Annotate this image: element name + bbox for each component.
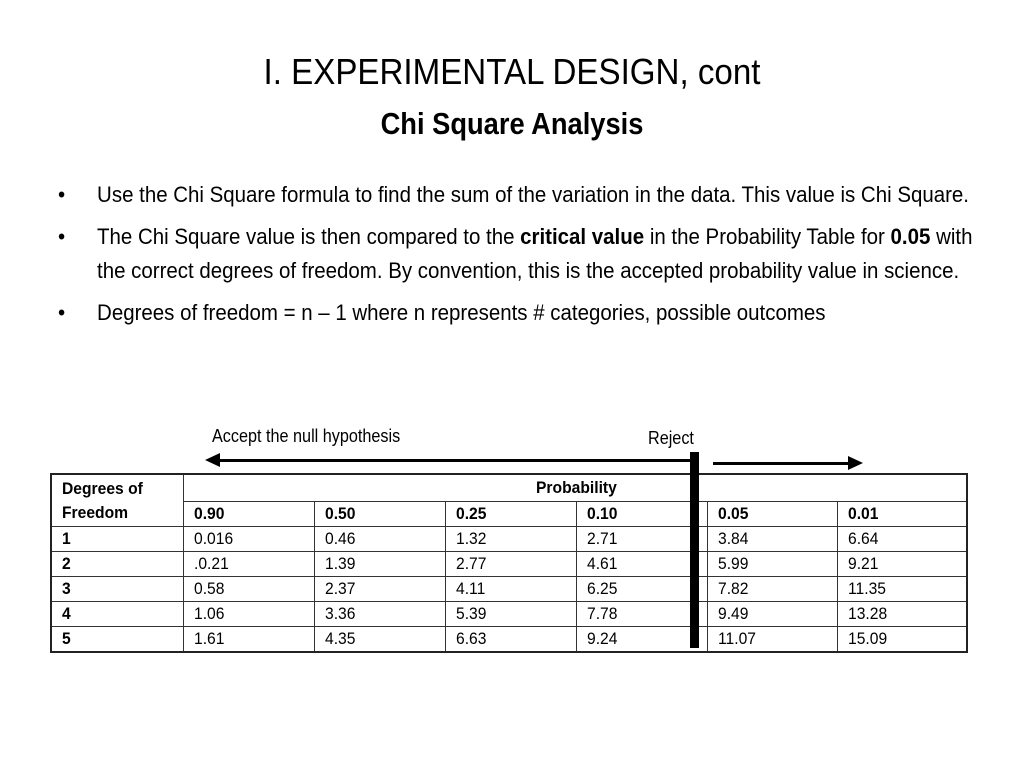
probability-header-label: Probability <box>535 478 617 497</box>
bullet-marker: • <box>58 224 66 249</box>
cell-value: 15.09 <box>847 629 887 648</box>
bullet-emphasis: critical value <box>520 224 645 249</box>
dof-cell <box>51 627 183 653</box>
critical-value-cell <box>576 527 707 552</box>
critical-value-cell <box>576 602 707 627</box>
cell-value: 11.07 <box>717 629 756 648</box>
cell-value: 0.016 <box>193 529 233 548</box>
probability-column-header <box>837 502 967 527</box>
accept-null-label: Accept the null hypothesis <box>212 426 401 446</box>
arrow-right-icon <box>848 456 863 470</box>
critical-value-cell <box>576 552 707 577</box>
probability-column-header <box>183 502 314 527</box>
dof-value: 1 <box>62 529 71 548</box>
critical-value-cell <box>837 527 967 552</box>
table-row <box>51 577 967 602</box>
accept-arrow-line <box>218 459 696 462</box>
reject-arrow-line <box>713 462 849 465</box>
dof-cell <box>51 527 183 552</box>
probability-column-header <box>707 502 837 527</box>
bullet-text: Use the Chi Square formula to find the sum of the variation in the data. This value is Chi Square. <box>97 182 969 207</box>
cell-value: 7.82 <box>717 579 748 598</box>
cell-value: 1.39 <box>324 554 355 573</box>
cell-value: 13.28 <box>847 604 887 623</box>
dof-value: 4 <box>62 604 71 623</box>
cell-value: 1.61 <box>193 629 224 648</box>
critical-value-cell <box>707 527 837 552</box>
critical-value-cell <box>183 527 314 552</box>
bullet-text: in the Probability Table for <box>644 224 891 249</box>
critical-value-cell <box>445 552 576 577</box>
critical-value-cell <box>837 602 967 627</box>
bullet-emphasis: 0.05 <box>890 224 931 249</box>
cell-value: 1.06 <box>193 604 224 623</box>
probability-column-header <box>445 502 576 527</box>
critical-value-cell <box>576 577 707 602</box>
column-header-label: 0.50 <box>324 504 355 523</box>
cell-value: 9.21 <box>847 554 878 573</box>
cell-value: 0.46 <box>324 529 355 548</box>
probability-column-header <box>576 502 707 527</box>
critical-value-cell <box>445 527 576 552</box>
column-header-label: 0.10 <box>586 504 617 523</box>
dof-header-line1: Degrees of <box>62 479 143 498</box>
dof-value: 2 <box>62 554 71 573</box>
probability-table <box>50 473 968 653</box>
critical-value-cell <box>707 627 837 653</box>
critical-value-cell <box>445 627 576 653</box>
critical-value-cell <box>183 602 314 627</box>
column-header-label: 0.25 <box>455 504 486 523</box>
bullet-marker: • <box>58 182 66 207</box>
critical-value-cell <box>576 627 707 653</box>
dof-cell <box>51 552 183 577</box>
probability-column-header <box>314 502 445 527</box>
critical-value-cell <box>183 627 314 653</box>
dof-cell <box>51 577 183 602</box>
slide-subtitle: Chi Square Analysis <box>380 106 644 141</box>
cell-value: .0.21 <box>193 554 229 573</box>
cell-value: 1.32 <box>455 529 486 548</box>
cell-value: 6.63 <box>455 629 486 648</box>
cell-value: 4.11 <box>455 579 485 598</box>
cell-value: 9.24 <box>586 629 617 648</box>
cell-value: 7.78 <box>586 604 617 623</box>
critical-value-divider <box>690 452 699 648</box>
critical-value-cell <box>314 627 445 653</box>
table-row <box>51 552 967 577</box>
bullet-text: with the correct degrees of freedom. By convention, this is the accepted probability value in science. <box>97 224 973 283</box>
bullet-item <box>58 296 990 330</box>
cell-value: 5.39 <box>455 604 486 623</box>
critical-value-cell <box>707 552 837 577</box>
cell-value: 3.36 <box>324 604 355 623</box>
slide-title: I. EXPERIMENTAL DESIGN, cont <box>263 51 761 92</box>
critical-value-cell <box>183 552 314 577</box>
table-header-row <box>51 474 967 502</box>
table-row <box>51 602 967 627</box>
cell-value: 0.58 <box>193 579 224 598</box>
cell-value: 4.61 <box>586 554 617 573</box>
dof-value: 5 <box>62 629 71 648</box>
arrow-left-icon <box>205 453 220 467</box>
cell-value: 5.99 <box>717 554 748 573</box>
cell-value: 6.25 <box>586 579 617 598</box>
critical-value-cell <box>445 577 576 602</box>
critical-value-cell <box>183 577 314 602</box>
column-header-label: 0.01 <box>847 504 878 523</box>
reject-label: Reject <box>648 428 694 448</box>
critical-value-cell <box>445 602 576 627</box>
bullet-list <box>58 178 973 338</box>
critical-value-cell <box>314 527 445 552</box>
critical-value-cell <box>707 577 837 602</box>
cell-value: 6.64 <box>847 529 878 548</box>
critical-value-cell <box>314 552 445 577</box>
critical-value-cell <box>314 577 445 602</box>
bullet-item <box>58 220 990 288</box>
table-row <box>51 627 967 653</box>
critical-value-cell <box>314 602 445 627</box>
critical-value-cell <box>837 627 967 653</box>
bullet-text: The Chi Square value is then compared to the <box>97 224 521 249</box>
cell-value: 4.35 <box>324 629 355 648</box>
critical-value-cell <box>837 577 967 602</box>
probability-columns-row <box>51 502 967 527</box>
bullet-item <box>58 178 990 212</box>
table-row <box>51 527 967 552</box>
dof-header <box>51 474 183 527</box>
critical-value-cell <box>707 602 837 627</box>
column-header-label: 0.90 <box>193 504 224 523</box>
cell-value: 11.35 <box>847 579 886 598</box>
cell-value: 3.84 <box>717 529 748 548</box>
cell-value: 9.49 <box>717 604 748 623</box>
bullet-marker: • <box>58 300 66 325</box>
critical-value-cell <box>837 552 967 577</box>
dof-cell <box>51 602 183 627</box>
column-header-label: 0.05 <box>717 504 748 523</box>
dof-header-line2: Freedom <box>62 503 129 522</box>
dof-value: 3 <box>62 579 71 598</box>
cell-value: 2.71 <box>586 529 617 548</box>
bullet-text: Degrees of freedom = n – 1 where n represents # categories, possible outcomes <box>97 300 826 325</box>
cell-value: 2.37 <box>324 579 355 598</box>
cell-value: 2.77 <box>455 554 486 573</box>
probability-header <box>183 474 967 502</box>
